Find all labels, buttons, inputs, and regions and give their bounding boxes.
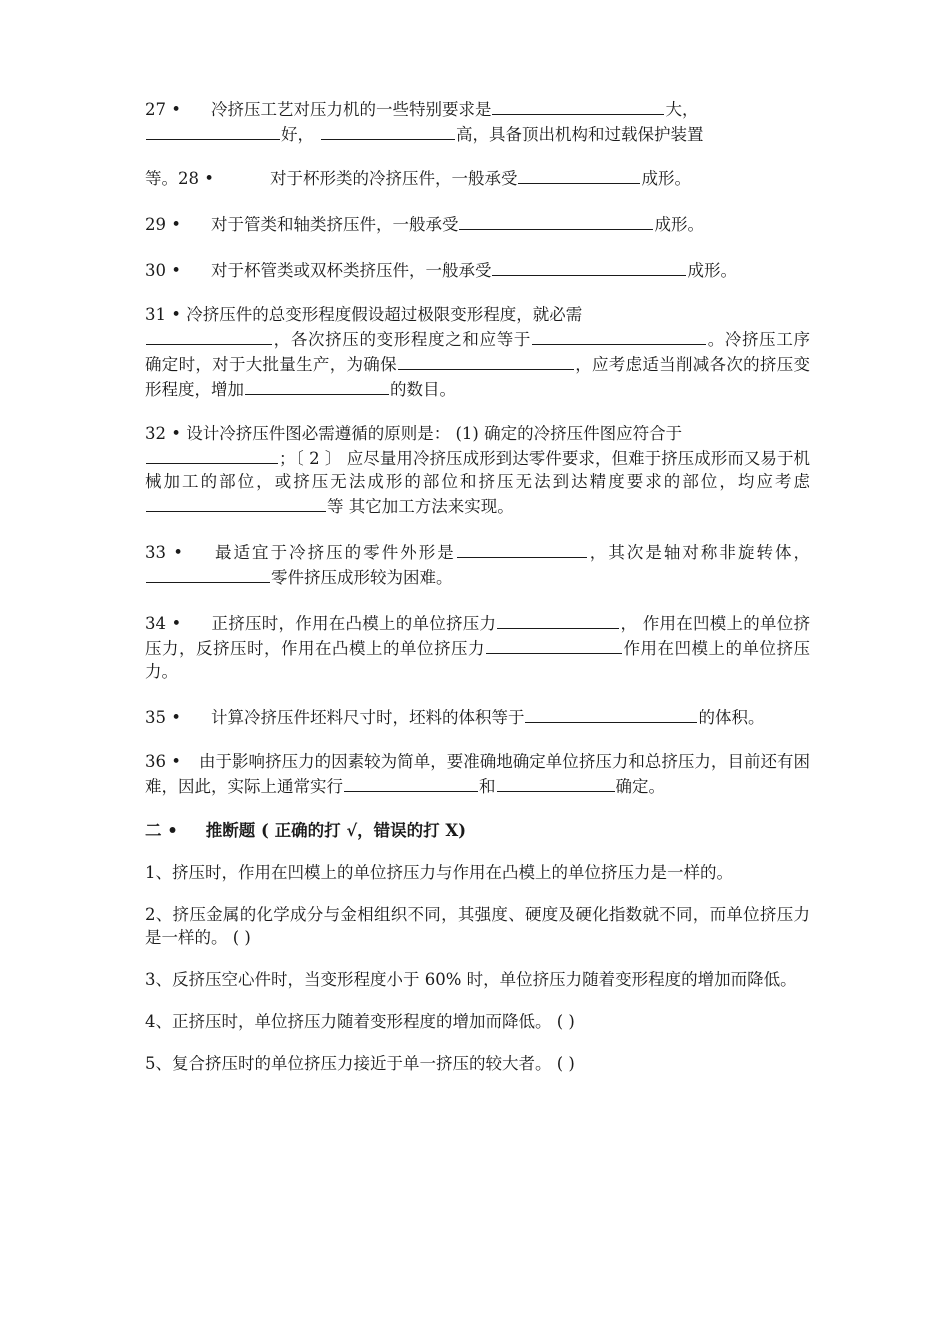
answer-blank[interactable] [497,610,619,629]
question-number: 31 • [145,305,181,324]
question-28: 等。28 • 对于杯形类的冷挤压件，一般承受 成形。 [145,165,810,190]
document-page [145,96,810,1094]
answer-blank[interactable] [398,351,574,370]
question-number: 36 • [145,752,181,771]
question-number: 33 • [145,543,183,562]
question-35: 35 • 计算冷挤压件坯料尺寸时，坯料的体积等于 的体积。 [145,704,810,729]
answer-blank[interactable] [146,445,278,464]
question-31: 31 • 冷挤压件的总变形程度假设超过极限变形程度，就必需 ，各次挤压的变形程度之和应等于 。冷挤压工序确定时，对于大批量生产，为确保 ，应考虑适当削减各次的挤压变形程度，增加 的数目。 [145,305,811,399]
answer-blank[interactable] [146,493,326,512]
question-30: 30 • 对于杯管类或双杯类挤压件，一般承受 成形。 [145,257,810,282]
answer-blank[interactable] [457,539,587,558]
question-number: 29 • [145,215,181,234]
answer-blank[interactable] [497,773,615,792]
question-34: 34 • 正挤压时，作用在凸模上的单位挤压力 ， 作用在凹模上的单位挤压力，反挤压时，作用在凸模上的单位挤压力 作用在凹模上的单位挤压力。 [145,610,810,683]
answer-blank[interactable] [492,257,686,276]
question-27: 27 • 冷挤压工艺对压力机的一些特别要求是 大， 好， 高，具备顶出机构和过载保护装置 [145,96,810,146]
answer-blank[interactable] [492,96,664,115]
answer-blank[interactable] [344,773,478,792]
answer-blank[interactable] [146,564,270,583]
answer-blank[interactable] [321,121,455,140]
question-29: 29 • 对于管类和轴类挤压件，一般承受 成形。 [145,211,810,236]
answer-blank[interactable] [532,326,706,345]
answer-blank[interactable] [459,211,653,230]
answer-blank[interactable] [518,165,640,184]
tf-item-3: 3、反挤压空心件时，当变形程度小于 60% 时，单位挤压力随着变形程度的增加而降低。 [145,970,797,989]
question-number: 35 • [145,708,181,727]
tf-item-4: 4、正挤压时，单位挤压力随着变形程度的增加而降低。 ( ) [145,1012,575,1031]
section-number: 二 • [145,821,178,840]
question-number: 34 • [145,614,182,633]
question-number: 32 • [145,424,181,443]
section-heading [145,819,810,842]
question-number: 28 • [178,169,214,188]
tf-item-1: 1、挤压时，作用在凹模上的单位挤压力与作用在凸模上的单位挤压力是一样的。 [145,863,733,882]
section-title: 推断题 ( 正确的打 √，错误的打 X) [205,821,467,840]
question-number: 27 • [145,100,181,119]
question-33: 33 • 最适宜于冷挤压的零件外形是 ，其次是轴对称非旋转体，零件挤压成形较为困难。 [145,539,810,589]
answer-blank[interactable] [245,376,389,395]
answer-blank[interactable] [486,635,622,654]
question-36: 36 • 由于影响挤压力的因素较为简单，要准确地确定单位挤压力和总挤压力，目前还有困难，因此，实际上通常实行 和 确定。 [145,752,811,796]
question-number: 30 • [145,261,181,280]
answer-blank[interactable] [146,121,280,140]
tf-item-2: 2、挤压金属的化学成分与金相组织不同，其强度、硬度及硬化指数就不同，而单位挤压力是一样的。 ( ) [145,905,810,947]
question-32: 32 • 设计冷挤压件图必需遵循的原则是： (1) 确定的冷挤压件图应符合于 ；〔 2 〕 应尽量用冷挤压成形到达零件要求，但难于挤压成形而又易于机械加工的部位，或挤压无法成形的部位和挤压无法到达精度要求的部位，均应考虑等 其它加工方法来实现。 [145,424,810,516]
answer-blank[interactable] [146,326,272,345]
answer-blank[interactable] [525,704,697,723]
tf-item-5: 5、复合挤压时的单位挤压力接近于单一挤压的较大者。 ( ) [145,1054,575,1073]
